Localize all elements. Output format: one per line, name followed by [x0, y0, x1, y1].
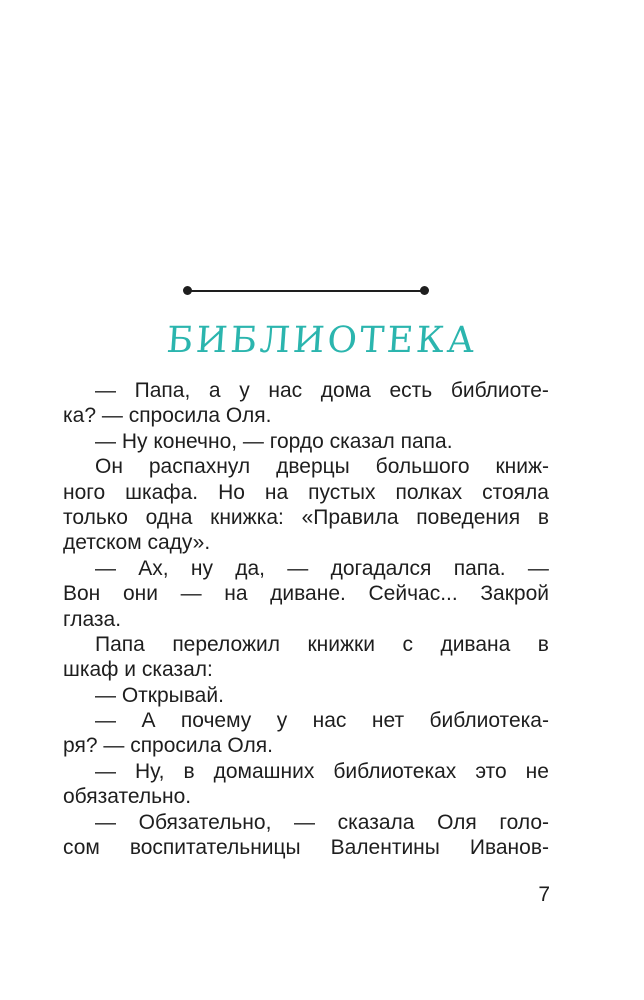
text-word: книжки [307, 632, 375, 656]
text-word: книж- [495, 455, 549, 479]
text-word: — [95, 810, 116, 834]
text-line [63, 581, 549, 606]
text-word: книжка: [210, 505, 284, 529]
text-word: Обязательно, [138, 810, 272, 834]
text-word: в [537, 505, 549, 529]
text-line [63, 454, 549, 479]
text-line [63, 632, 549, 657]
text-line [63, 733, 549, 758]
text-word: обязательно. [63, 785, 192, 809]
text-line [63, 403, 549, 428]
text-line [63, 784, 549, 809]
text-word: «Правила [301, 505, 399, 529]
text-word: Оля. [227, 734, 273, 758]
text-line [63, 708, 549, 733]
chapter-divider [183, 286, 429, 296]
text-word: стояла [482, 480, 549, 504]
body-text [63, 378, 549, 860]
text-word: — [95, 429, 122, 453]
text-word: это [475, 759, 507, 783]
text-word: — [287, 556, 309, 580]
text-word: на [264, 480, 289, 504]
text-line [63, 429, 549, 454]
text-line [63, 607, 549, 632]
text-word: Закрой [480, 582, 549, 606]
text-word: одна [145, 505, 193, 529]
text-word: Оля. [225, 404, 272, 428]
text-word: в [183, 759, 195, 783]
divider-dot-right [420, 286, 429, 295]
text-word: — [101, 404, 129, 428]
text-word: с [402, 632, 413, 656]
text-word: голо- [499, 810, 549, 834]
text-line [63, 810, 549, 835]
text-word: библиотека- [429, 709, 549, 733]
text-word: нас [268, 379, 303, 402]
text-word: сом [63, 836, 100, 860]
text-word: у [276, 709, 288, 733]
text-word: они [122, 582, 158, 606]
text-word: на [224, 582, 248, 606]
divider-line [187, 290, 425, 292]
text-word: библиотеках [333, 759, 457, 783]
text-word: А [141, 709, 156, 733]
text-word: Сейчас... [368, 582, 458, 606]
text-word: глаза. [63, 607, 122, 631]
text-word: нет [371, 709, 405, 733]
text-word: Открывай. [121, 683, 224, 707]
text-word: Папа [95, 632, 145, 656]
text-word: пустых [308, 480, 376, 504]
text-word: детском [63, 531, 148, 555]
text-word: только [63, 505, 128, 529]
text-word: — [95, 759, 116, 783]
text-word: Ну, [135, 759, 165, 783]
text-line [63, 505, 549, 530]
text-line [63, 378, 549, 403]
text-word: ря? [63, 734, 104, 758]
text-line [63, 835, 549, 860]
text-word: сказала [337, 810, 415, 834]
text-word: шкаф [63, 658, 125, 682]
text-word: — [294, 810, 316, 834]
text-word: нас [312, 709, 347, 733]
text-word: — [527, 556, 549, 580]
text-word: Но [218, 480, 245, 504]
text-word: — [242, 429, 270, 453]
text-word: Он [95, 455, 123, 479]
text-word: ну [190, 556, 213, 580]
text-word: конечно, [153, 429, 243, 453]
text-word: распахнул [148, 455, 251, 479]
text-word: переложил [172, 632, 280, 656]
text-word: папа. [453, 556, 506, 580]
text-word: Ну [121, 429, 154, 453]
text-word: да, [235, 556, 266, 580]
text-word: саду». [147, 531, 211, 555]
divider-dot-left [183, 286, 192, 295]
text-line [63, 480, 549, 505]
text-word: у [239, 379, 250, 402]
text-word: Ах, [138, 556, 169, 580]
text-word: — [95, 556, 116, 580]
text-word: — [180, 582, 202, 606]
text-word: поведения [416, 505, 521, 529]
text-word: почему [180, 709, 252, 733]
text-word: не [525, 759, 549, 783]
text-line [63, 530, 549, 555]
text-word: спросила [128, 404, 226, 428]
chapter-title: БИБЛИОТЕКА [165, 320, 479, 361]
text-word: — [95, 709, 116, 733]
text-word: Валентины [330, 836, 440, 860]
text-word: гордо [269, 429, 330, 453]
text-word: Оля [437, 810, 477, 834]
text-word: — [103, 734, 131, 758]
page-number: 7 [538, 883, 550, 906]
text-word: Папа, [134, 379, 191, 402]
text-word: спросила [130, 734, 228, 758]
text-word: сказал: [141, 658, 213, 682]
text-word: ка? [63, 404, 102, 428]
text-word: дверцы [276, 455, 350, 479]
text-word: домашних [213, 759, 315, 783]
text-word: большого [375, 455, 470, 479]
text-line [63, 556, 549, 581]
text-word: папа. [400, 429, 453, 453]
text-line [63, 759, 549, 784]
text-word: воспитательницы [129, 836, 301, 860]
text-word: — [95, 379, 116, 402]
text-word: шкафа. [125, 480, 199, 504]
text-word: дивана [440, 632, 511, 656]
text-word: полках [395, 480, 463, 504]
text-word: догадался [330, 556, 432, 580]
text-word: Вон [63, 582, 101, 606]
text-word: — [95, 683, 122, 707]
text-word: библиоте- [450, 379, 549, 402]
text-line [63, 683, 549, 708]
text-word: а [208, 379, 221, 402]
text-word: и [124, 658, 142, 682]
text-word: дома [320, 379, 371, 402]
text-line [63, 657, 549, 682]
text-word: диване. [270, 582, 346, 606]
text-word: ного [63, 480, 106, 504]
text-word: Иванов- [469, 836, 549, 860]
text-word: в [537, 632, 549, 656]
text-word: есть [389, 379, 433, 402]
text-word: сказал [329, 429, 401, 453]
